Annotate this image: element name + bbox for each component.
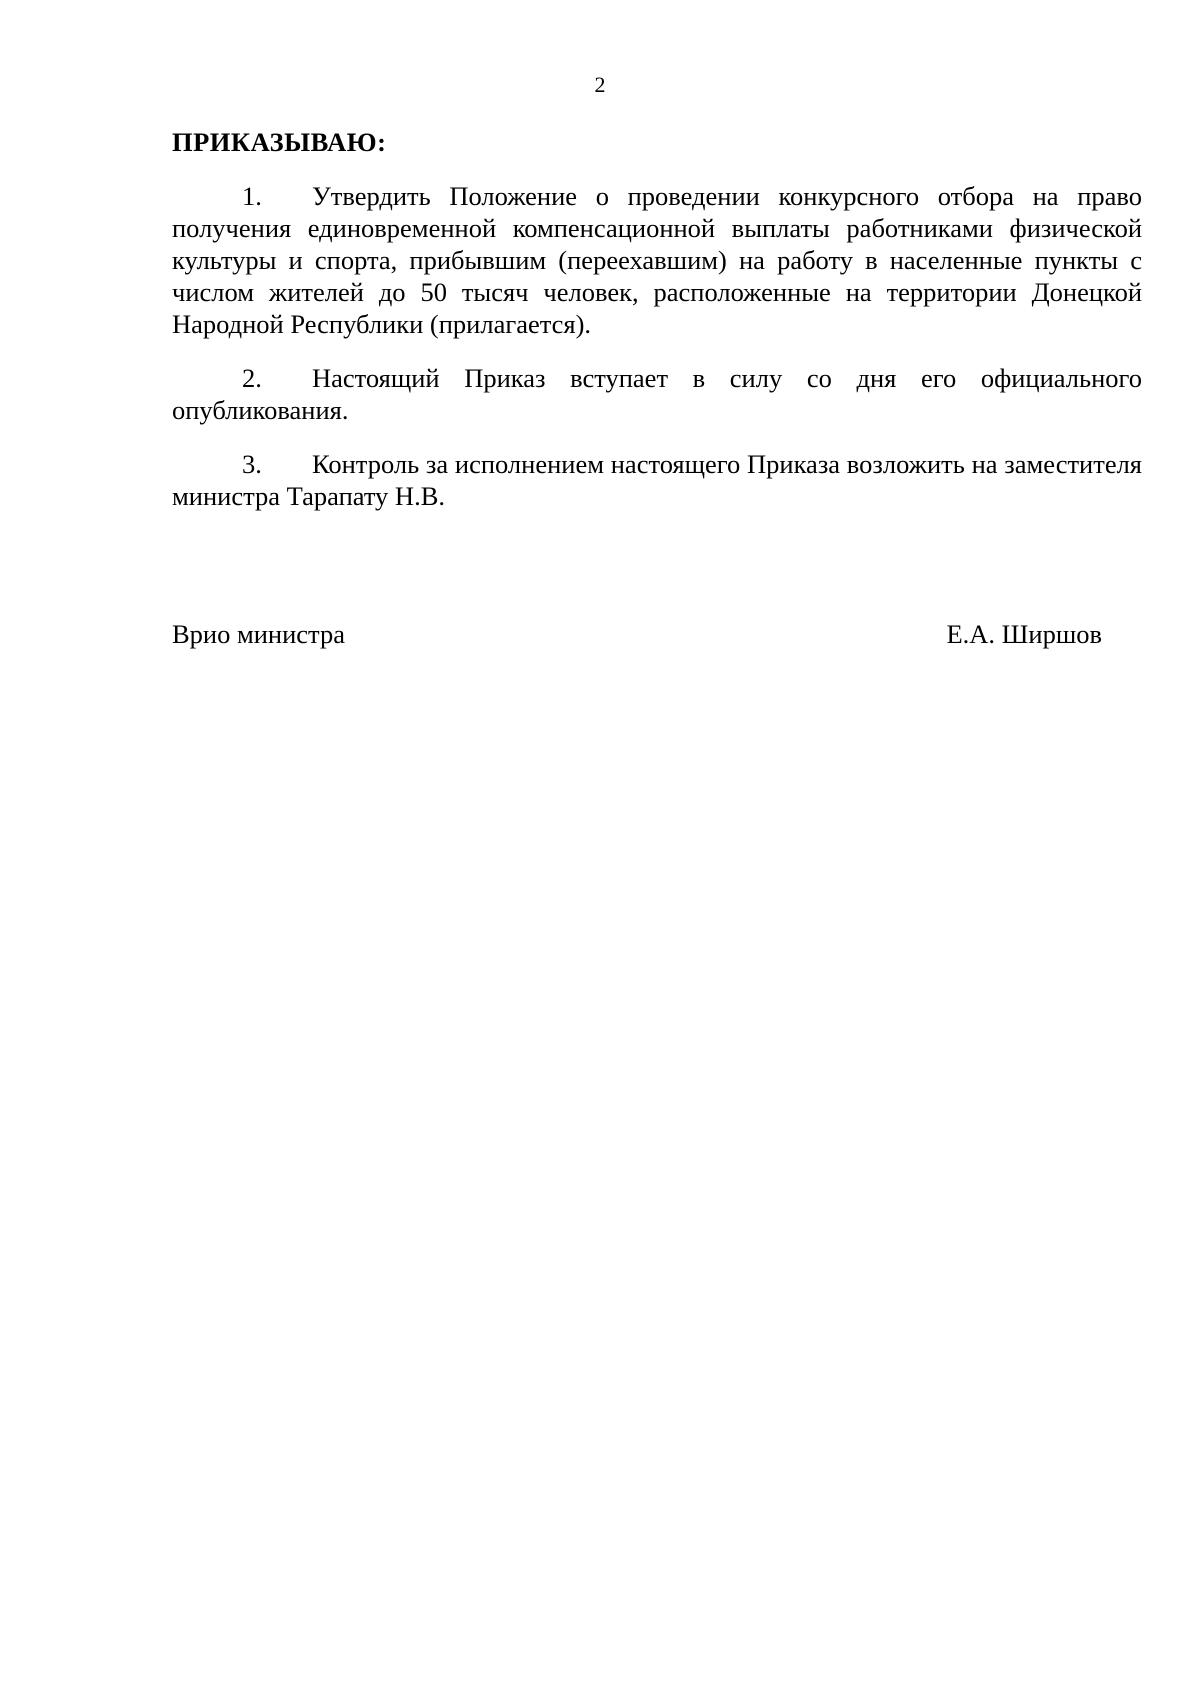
item-text: Контроль за исполнением настоящего Приказа возложить на заместителя министра Тарапату Н.В.	[172, 449, 1142, 511]
item-number: 1.	[242, 181, 262, 211]
page-number: 2	[594, 72, 606, 97]
item-text: Настоящий Приказ вступает в силу со дня его официального опубликования.	[172, 363, 1142, 425]
item-text: Утвердить Положение о проведении конкурсного отбора на право получения единовременной компенсационной выплаты работниками физической культуры и спорта, прибывшим (переехавшим) на работу в населенные пункты с числом жителей до 50 тысяч человек, расположенные на территории Донецкой Народной Республики (прилагается).	[172, 181, 1142, 339]
signatory-name: Е.А. Ширшов	[946, 619, 1102, 649]
signature-block	[172, 618, 1102, 650]
item-number: 3.	[242, 449, 262, 479]
order-item-2	[172, 362, 1142, 426]
item-number: 2.	[242, 363, 262, 393]
signatory-position: Врио министра	[172, 619, 345, 649]
order-heading: ПРИКАЗЫВАЮ:	[172, 127, 387, 157]
document-body	[172, 126, 1142, 534]
order-item-3	[172, 448, 1142, 512]
order-item-1	[172, 180, 1142, 340]
